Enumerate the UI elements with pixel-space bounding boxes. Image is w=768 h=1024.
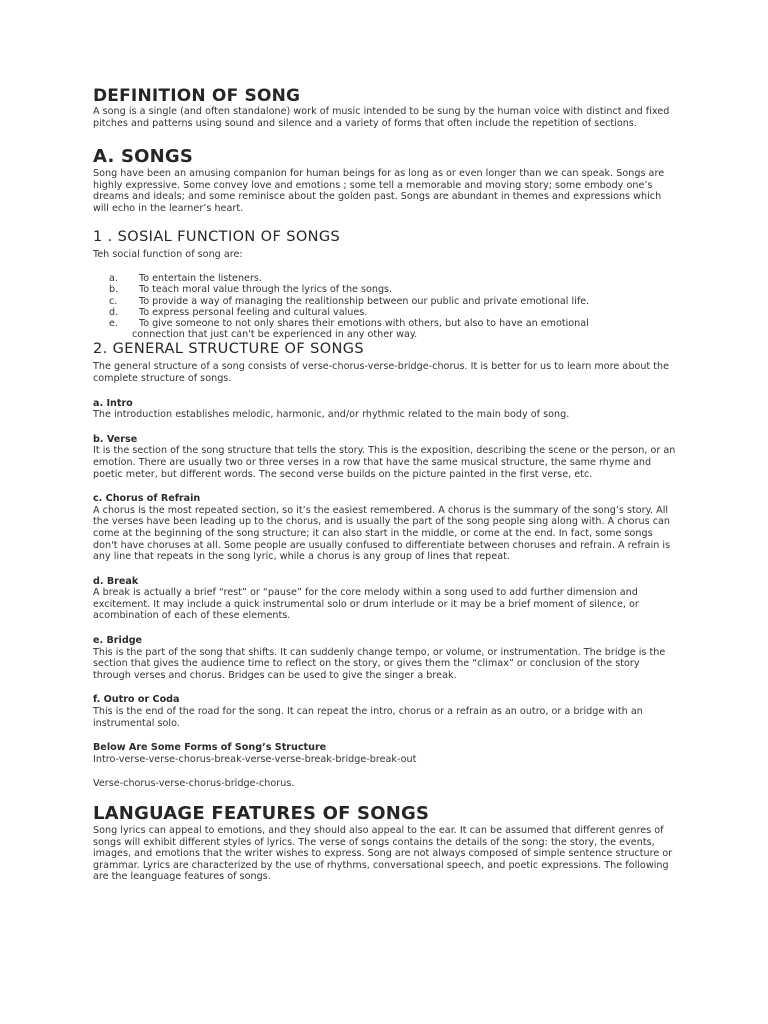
page-title: DEFINITION OF SONG <box>93 86 301 106</box>
list-item: a. To entertain the listeners. <box>109 273 262 285</box>
language-features-paragraph: Song lyrics can appeal to emotions, and they should also appeal to the ear. It can be assumed that different genres of songs will exhibit different styles of lyrics. The verse of songs contains the details of the song: the story, the events, images, and emotions that the writer wishes to express. Song are not always composed of simple sentence structure or grammar. Lyrics are characterized by the use of rhythms, conversational speech, and poetic expressions. The following are the leanguage features of songs. <box>93 825 673 883</box>
social-function-intro: Teh social function of song are: <box>93 248 243 260</box>
outro-heading: f. Outro or Coda <box>93 694 180 706</box>
social-function-heading: 1 . SOSIAL FUNCTION OF SONGS <box>93 228 341 245</box>
form-example-2: Verse-chorus-verse-chorus-bridge-chorus. <box>93 778 295 790</box>
verse-heading: b. Verse <box>93 433 138 445</box>
songs-heading: A. SONGS <box>93 146 194 168</box>
social-function-list <box>93 273 678 340</box>
verse-paragraph: It is the section of the song structure that tells the story. This is the exposition, describing the scene or the person, or an emotion. There are usually two or three verses in a row that have the same musical structure, the same rhyme and poetic meter, but different words. The second verse builds on the picture painted in the first verse, etc. <box>93 445 676 480</box>
form-example-1: Intro-verse-verse-chorus-break-verse-verse-break-bridge-break-out <box>93 753 417 765</box>
bridge-heading: e. Bridge <box>93 635 143 647</box>
list-item: d. To express personal feeling and cultural values. <box>109 306 368 318</box>
chorus-paragraph: A chorus is the most repeated section, so it’s the easiest remembered. A chorus is the summary of the song’s story. All the verses have been leading up to the chorus, and is usually the part of the song people sing along with. A chorus can come at the beginning of the song structure; it can also start in the middle, or come at the end. In fact, some songs don't have choruses at all. Some people are usually confused to differentiate between choruses and refrain. A refrain is any line that repeats in the song lyric, while a chorus is any group of lines that repeat. <box>93 504 671 563</box>
break-paragraph: A break is actually a brief “rest” or “pause” for the core melody within a song used to add further dimension and excitement. It may include a quick instrumental solo or drum interlude or it may be a brief moment of silence, or acombination of each of these elements. <box>93 587 639 622</box>
definition-paragraph: A song is a single (and often standalone) work of music intended to be sung by the human voice with distinct and fixed pitches and patterns using sound and silence and a variety of forms that often include the repetition of sections. <box>93 106 670 129</box>
break-heading: d. Break <box>93 575 139 587</box>
outro-paragraph: This is the end of the road for the song. It can repeat the intro, chorus or a refrain as an outro, or a bridge with an instrumental solo. <box>93 706 643 729</box>
document-page <box>93 86 678 883</box>
songs-intro-paragraph: Song have been an amusing companion for human beings for as long as or even longer than we can speak. Songs are highly expressive. Some convey love and emotions ; some tell a memorable and moving story; some embody one’s dreams and ideals; and some reminisce about the golden past. Songs are abundant in themes and expressions which will echo in the learner’s heart. <box>93 168 665 214</box>
intro-paragraph: The introduction establishes melodic, harmonic, and/or rhythmic related to the main body of song. <box>93 409 570 421</box>
general-structure-heading: 2. GENERAL STRUCTURE OF SONGS <box>93 341 364 358</box>
list-item: c. To provide a way of managing the realitionship between our public and private emotional life. <box>109 295 590 307</box>
list-item: e. To give someone to not only shares their emotions with others, but also to have an emotional connection that just can't be experienced in any other way. <box>109 317 589 341</box>
forms-heading: Below Are Some Forms of Song’s Structure <box>93 742 327 754</box>
intro-heading: a. Intro <box>93 397 133 409</box>
list-item: b. To teach moral value through the lyrics of the songs. <box>109 284 393 296</box>
chorus-heading: c. Chorus of Refrain <box>93 493 201 505</box>
bridge-paragraph: This is the part of the song that shifts. It can suddenly change tempo, or volume, or instrumentation. The bridge is the section that gives the audience time to reflect on the story, or gives them the “climax” or conclusion of the story through verses and chorus. Bridges can be used to give the singer a break. <box>93 646 666 681</box>
general-structure-intro: The general structure of a song consists of verse-chorus-verse-bridge-chorus. It is better for us to learn more about the complete structure of songs. <box>93 361 670 384</box>
language-features-heading: LANGUAGE FEATURES OF SONGS <box>93 803 430 824</box>
